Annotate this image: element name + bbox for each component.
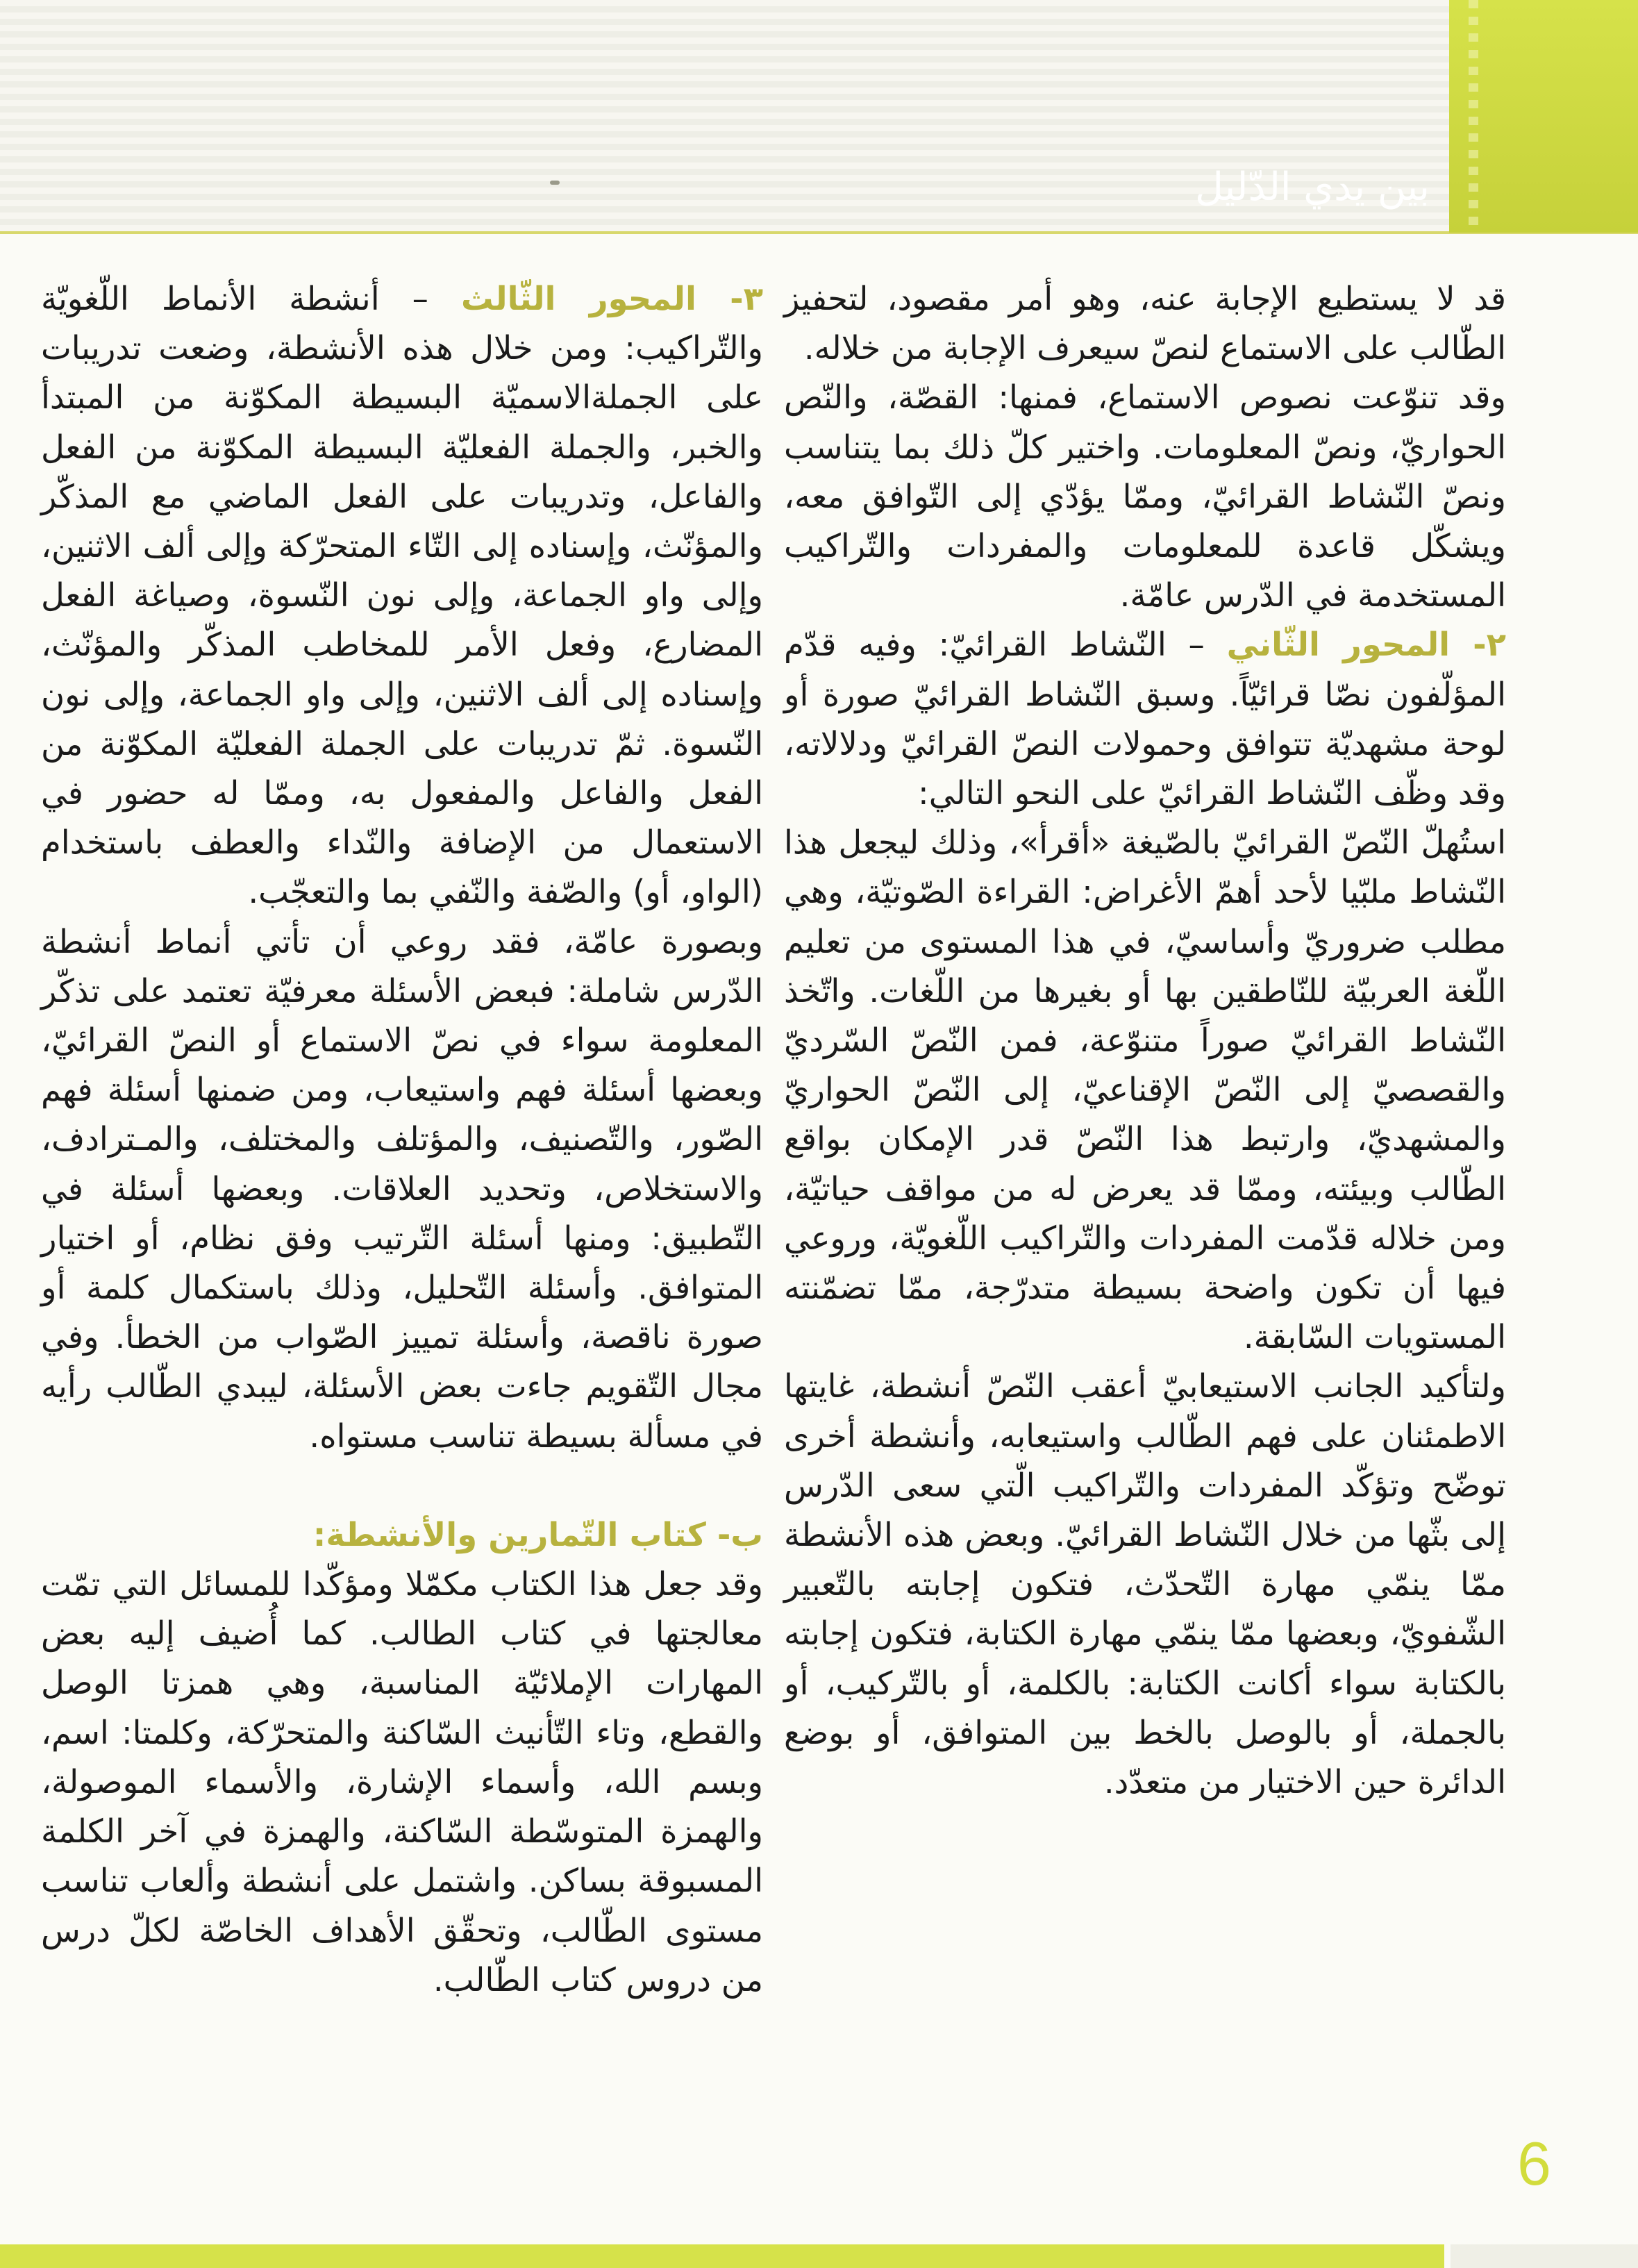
paragraph: وبصورة عامّة، فقد روعي أن تأتي أنماط أنشطة الدّرس شاملة: فبعض الأسئلة معرفيّة تعتمد على تذكّر المعلومة سواء في نصّ الاستماع أو النصّ القرائيّ، وبعضها أسئلة فهم واستيعاب، ومن ضمنها أسئلة فهم الصّور، والتّصنيف، والمؤتلف والمختلف، والمـترادف، والاستخلاص، وتحديد العلاقات. وبعضها أسئلة في التّطبيق: ومنها أسئلة التّرتيب وفق نظام، أو اختيار المتوافق. وأسئلة التّحليل، وذلك باستكمال كلمة أو صورة ناقصة، وأسئلة تمييز الصّواب من الخطأ. وفي مجال التّقويم جاءت بعض الأسئلة، ليبدي الطّالب رأيه في مسألة بسيطة تناسب مستواه. <box>41 922 763 1455</box>
left-column <box>41 274 763 2005</box>
axis-3-body: – أنشطة الأنماط اللّغويّة والتّراكيب: ومن خلال هذه الأنشطة، وضعت تدريبات على الجملةالاسميّة البسيطة المكوّنة من المبتدأ والخبر، والجملة الفعليّة البسيطة المكوّنة من الفعل والفاعل، وتدريبات على الفعل الماضي مع المذكّر والمؤنّث، وإسناده إلى التّاء المتحرّكة وإلى ألف الاثنين، وإلى واو الجماعة، وإلى نون النّسوة، وصياغة الفعل المضارع، وفعل الأمر للمخاطب المذكّر والمؤنّث، وإسناده إلى ألف الاثنين، وإلى واو الجماعة، وإلى نون النّسوة. ثمّ تدريبات على الجملة الفعليّة المكوّنة من الفعل والفاعل والمفعول به، وممّا له حضور في الاستعمال من الإضافة والنّداء والعطف باستخدام (الواو، أو) والصّفة والنّفي بما والتعجّب. <box>41 280 763 911</box>
footer-band <box>0 2244 1444 2268</box>
page-title: بين يدي الدّليل <box>1195 165 1430 210</box>
header-accent-tab <box>1449 0 1638 233</box>
footer-tab <box>1451 2244 1638 2268</box>
axis-2-body: – النّشاط القرائيّ: وفيه قدّم المؤلّفون نصّا قرائيّاً. وسبق النّشاط القرائيّ صورة أو لوحة مشهديّة تتوافق وحمولات النصّ القرائيّ ودلالاته، وقد وظّف النّشاط القرائيّ على النحو التالي: <box>784 626 1506 812</box>
header-dot-mark <box>550 181 560 185</box>
paragraph: وقد تنوّعت نصوص الاستماع، فمنها: القصّة، والنّص الحواريّ، ونصّ المعلومات. واختير كلّ ذلك بما يتناسب ونصّ النّشاط القرائيّ، وممّا يؤدّي إلى التّوافق معه، ويشكّل قاعدة للمعلومات والمفردات والتّراكيب المستخدمة في الدّرس عامّة. <box>784 378 1506 615</box>
section-heading: ب- كتاب التّمارين والأنشطة: <box>312 1515 763 1553</box>
header-divider <box>0 231 1638 234</box>
axis-3-title: ٣- المحور الثّالث <box>460 280 763 317</box>
paragraph: استُهلّ النّصّ القرائيّ بالصّيغة «أقرأ»، وذلك ليجعل هذا النّشاط ملبّيا لأحد أهمّ الأغراض: القراءة الصّوتيّة، وهي مطلب ضروريّ وأساسيّ، في هذا المستوى من تعليم اللّغة العربيّة للنّاطقين بها أو بغيرها من اللّغات. واتّخذ النّشاط القرائيّ صوراً متنوّعة، فمن النّصّ السّرديّ والقصصيّ إلى النّصّ الإقناعيّ، إلى النّصّ الحواريّ والمشهديّ، وارتبط هذا النّصّ قدر الإمكان بواقع الطّالب وبيئته، وممّا قد يعرض له من مواقف حياتيّة، ومن خلاله قدّمت المفردات والتّراكيب اللّغويّة، وروعي فيها أن تكون واضحة بسيطة متدرّجة، ممّا تضمّنته المستويات السّابقة. <box>784 824 1506 1356</box>
right-column <box>784 274 1506 1807</box>
paragraph: قد لا يستطيع الإجابة عنه، وهو أمر مقصود، لتحفيز الطّالب على الاستماع لنصّ سيعرف الإجابة من خلاله. <box>784 280 1506 367</box>
paragraph-axis-3 <box>41 274 763 917</box>
stitch-decoration <box>1469 0 1478 233</box>
paragraph: وقد جعل هذا الكتاب مكمّلا ومؤكّدا للمسائل التي تمّت معالجتها في كتاب الطالب. كما أُضيف إليه بعض المهارات الإملائيّة المناسبة، وهي همزتا الوصل والقطع، وتاء التّأنيث السّاكنة والمتحرّكة، وكلمتا: اسم، وبسم الله، وأسماء الإشارة، والأسماء الموصولة، والهمزة المتوسّطة السّاكنة، والهمزة في آخر الكلمة المسبوقة بساكن. واشتمل على أنشطة وألعاب تناسب مستوى الطّالب، وتحقّق الأهداف الخاصّة لكلّ درس من دروس كتاب الطّالب. <box>41 1565 763 1999</box>
paragraph-axis-2 <box>784 620 1506 818</box>
paragraph: ولتأكيد الجانب الاستيعابيّ أعقب النّصّ أنشطة، غايتها الاطمئنان على فهم الطّالب واستيعابه، وأنشطة أخرى توضّح وتؤكّد المفردات والتّراكيب الّتي سعى الدّرس إلى بثّها من خلال النّشاط القرائيّ. وبعض هذه الأنشطة ممّا ينمّي مهارة التّحدّث، فتكون إجابته بالتّعبير الشّفويّ، وبعضها ممّا ينمّي مهارة الكتابة، فتكون إجابته بالكتابة سواء أكانت الكتابة: بالكلمة، أو بالتّركيب، أو بالجملة، أو بالوصل بالخط بين المتوافق، أو بوضع الدائرة حين الاختيار من متعدّد. <box>784 1367 1506 1801</box>
page-number: 6 <box>1517 2129 1551 2198</box>
axis-2-title: ٢- المحور الثّاني <box>1226 626 1506 664</box>
